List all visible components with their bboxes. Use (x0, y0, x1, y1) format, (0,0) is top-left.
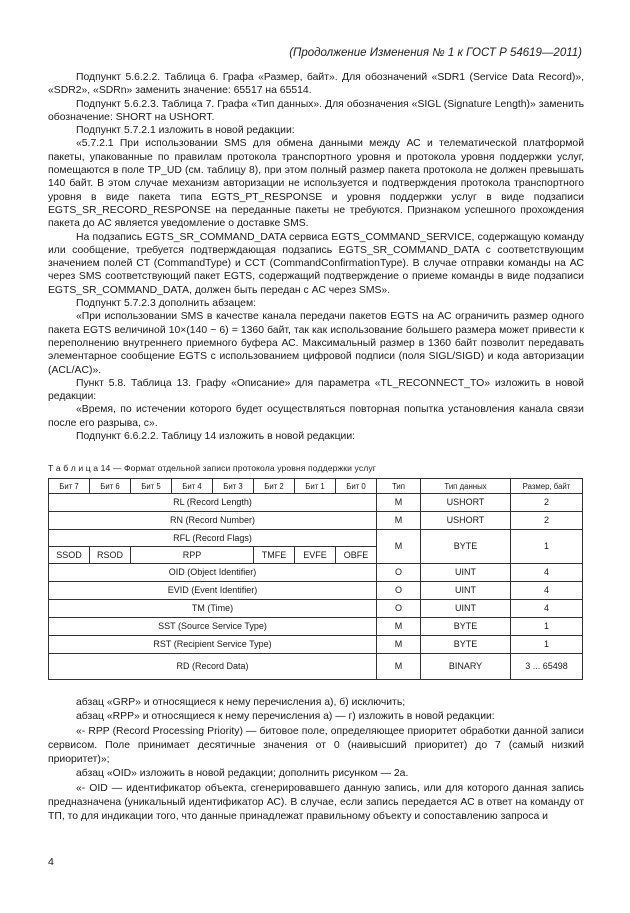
flag-ssod: SSOD (49, 547, 90, 564)
paragraph: абзац «OID» изложить в новой редакции; дополнить рисунком — 2а. (76, 768, 409, 780)
field-name: RD (Record Data) (49, 654, 377, 680)
table-row (49, 494, 583, 512)
field-data-type: BYTE (421, 618, 511, 636)
field-type: M (377, 654, 421, 680)
field-name: RFL (Record Flags) (49, 530, 377, 547)
field-size: 4 (511, 564, 583, 582)
table-caption: Т а б л и ц а 14 — Формат отдельной записи протокола уровня поддержки услуг (48, 463, 376, 473)
header-bit3: Бит 3 (213, 479, 254, 494)
field-type: M (377, 512, 421, 530)
flag-evfe: EVFE (295, 547, 336, 564)
paragraph: «- RPP (Record Processing Priority) — битовое поле, определяющее приоритет обработки данной записи сервисом. Поле принимает десятичные значения от 0 (наивысший приоритет) до 7 (самый низкий приоритет)»; (48, 725, 584, 766)
header-bit2: Бит 2 (254, 479, 295, 494)
field-type: O (377, 564, 421, 582)
paragraph: «При использовании SMS в качестве канала передачи пакетов EGTS на АС ограничить размер одного пакета EGTS величиной 10×(140 − 6) = 1360 байт, так как использование большего размера может привести к переполнению внутреннего приемного буфера АС. Максимальный размер в 1360 байт позволит передавать элементарное сообщение EGTS с использованием цифровой подписи (поля SIGL/SIGD) и кода авторизации (ACL/AC)». (48, 311, 584, 376)
paragraph: Подпункт 6.6.2.2. Таблицу 14 изложить в новой редакции: (76, 431, 356, 443)
field-data-type: UINT (421, 564, 511, 582)
page-number: 4 (48, 856, 54, 868)
field-data-type: BINARY (421, 654, 511, 680)
field-name: RST (Recipient Service Type) (49, 636, 377, 654)
header-bit5: Бит 5 (131, 479, 172, 494)
field-type: M (377, 530, 421, 564)
field-data-type: BYTE (421, 530, 511, 564)
field-data-type: UINT (421, 600, 511, 618)
field-type: O (377, 600, 421, 618)
field-type: M (377, 618, 421, 636)
header-bit0: Бит 0 (336, 479, 377, 494)
header-bit7: Бит 7 (49, 479, 90, 494)
flag-rpp: RPP (131, 547, 254, 564)
table-row (49, 582, 583, 600)
field-name: SST (Source Service Type) (49, 618, 377, 636)
field-data-type: UINT (421, 582, 511, 600)
table-row (49, 636, 583, 654)
field-name: EVID (Event Identifier) (49, 582, 377, 600)
paragraph: На подзапись EGTS_SR_COMMAND_DATA сервиса EGTS_COMMAND_SERVICE, содержащую команду или сообщение, требуется подтверждающая подзапись EGTS_SR_COMMAND_DATA с соответствующим значением полей CT (CommandType) и CCT (CommandConfirmationType). В случае отправки команды на АС через SMS соответствующий пакет EGTS, содержащий подтверждение о приеме команды в виде подзаписи EGTS_SR_COMMAND_DATA, должен быть передан с АС через SMS». (48, 231, 584, 296)
table-row (49, 512, 583, 530)
paragraph: абзац «RPP» и относящиеся к нему перечисления а) — г) изложить в новой редакции: (76, 711, 495, 723)
running-header: (Продолжение Изменения № 1 к ГОСТ Р 54619—2011) (289, 47, 582, 59)
paragraph: Пункт 5.8. Таблица 13. Графу «Описание» для параметра «TL_RECONNECT_TO» изложить в новой редакции: (48, 377, 584, 403)
field-size: 2 (511, 512, 583, 530)
field-size: 4 (511, 600, 583, 618)
field-size: 1 (511, 636, 583, 654)
paragraph: Подпункт 5.6.2.3. Таблица 7. Графа «Тип данных». Для обозначения «SIGL (Signature Length)» заменить обозначение: SHORT на USHORT. (48, 98, 584, 123)
header-bit1: Бит 1 (295, 479, 336, 494)
field-name: RL (Record Length) (49, 494, 377, 512)
paragraph: «- OID — идентификатор объекта, сгенерировавшего данную запись, или для которого данная запись предназначена (уникальный идентификатор АС). В случае, если запись передается АС в ответ на команду от ТП, то для индикации того, что данные принадлежат правильному объекту и сопоставлению запроса и (48, 782, 584, 823)
table-header-row (49, 479, 583, 494)
flag-rsod: RSOD (90, 547, 131, 564)
header-bit6: Бит 6 (90, 479, 131, 494)
paragraph: Подпункт 5.7.2.1 изложить в новой редакции: (76, 125, 295, 137)
table-row (49, 530, 583, 547)
field-size: 2 (511, 494, 583, 512)
header-type: Тип (377, 479, 421, 494)
table-row (49, 618, 583, 636)
paragraph: «Время, по истечении которого будет осуществляться повторная попытка установления канала связи после его разрыва, с». (48, 404, 584, 429)
body-text (48, 71, 584, 443)
flag-tmfe: TMFE (254, 547, 295, 564)
paragraph: абзац «GRP» и относящиеся к нему перечисления а), б) исключить; (76, 697, 406, 708)
field-data-type: USHORT (421, 512, 511, 530)
flag-obfe: OBFE (336, 547, 377, 564)
field-data-type: USHORT (421, 494, 511, 512)
paragraph: Подпункт 5.7.2.3 дополнить абзацем: (76, 298, 256, 310)
field-type: M (377, 636, 421, 654)
after-table-text (48, 696, 584, 825)
record-format-table (48, 478, 583, 680)
field-type: O (377, 582, 421, 600)
field-size: 4 (511, 582, 583, 600)
field-size: 1 (511, 618, 583, 636)
field-name: OID (Object Identifier) (49, 564, 377, 582)
field-type: M (377, 494, 421, 512)
table-row (49, 654, 583, 680)
field-name: TM (Time) (49, 600, 377, 618)
field-size: 3 ... 65498 (511, 654, 583, 680)
table-row (49, 564, 583, 582)
paragraph: Подпункт 5.6.2.2. Таблица 6. Графа «Размер, байт». Для обозначений «SDR1 (Service Data Record)», «SDR2», «SDRn» заменить значение: 65517 на 65514. (48, 72, 584, 97)
table-row (49, 600, 583, 618)
header-data-type: Тип данных (421, 479, 511, 494)
field-name: RN (Record Number) (49, 512, 377, 530)
header-bit4: Бит 4 (172, 479, 213, 494)
header-size: Размер, байт (511, 479, 583, 494)
paragraph: «5.7.2.1 При использовании SMS для обмена данными между АС и телематической платформой пакеты, упакованные по правилам протокола транспортного уровня и протокола уровня поддержки услуг, помещаются в поле TP_UD (см. таблицу 8), при этом полный размер пакета протокола не должен превышать 140 байт. В этом случае механизм авторизации не используется и подтверждения протокола транспортного уровня в виде пакета типа EGTS_PT_RESPONSE и уровня поддержки услуг в виде подзаписи EGTS_SR_RECORD_RESPONSE на переданные пакеты не требуются. Признаком успешного прохождения пакета до АС является уведомление о доставке SMS. (48, 138, 584, 230)
field-data-type: BYTE (421, 636, 511, 654)
field-size: 1 (511, 530, 583, 564)
